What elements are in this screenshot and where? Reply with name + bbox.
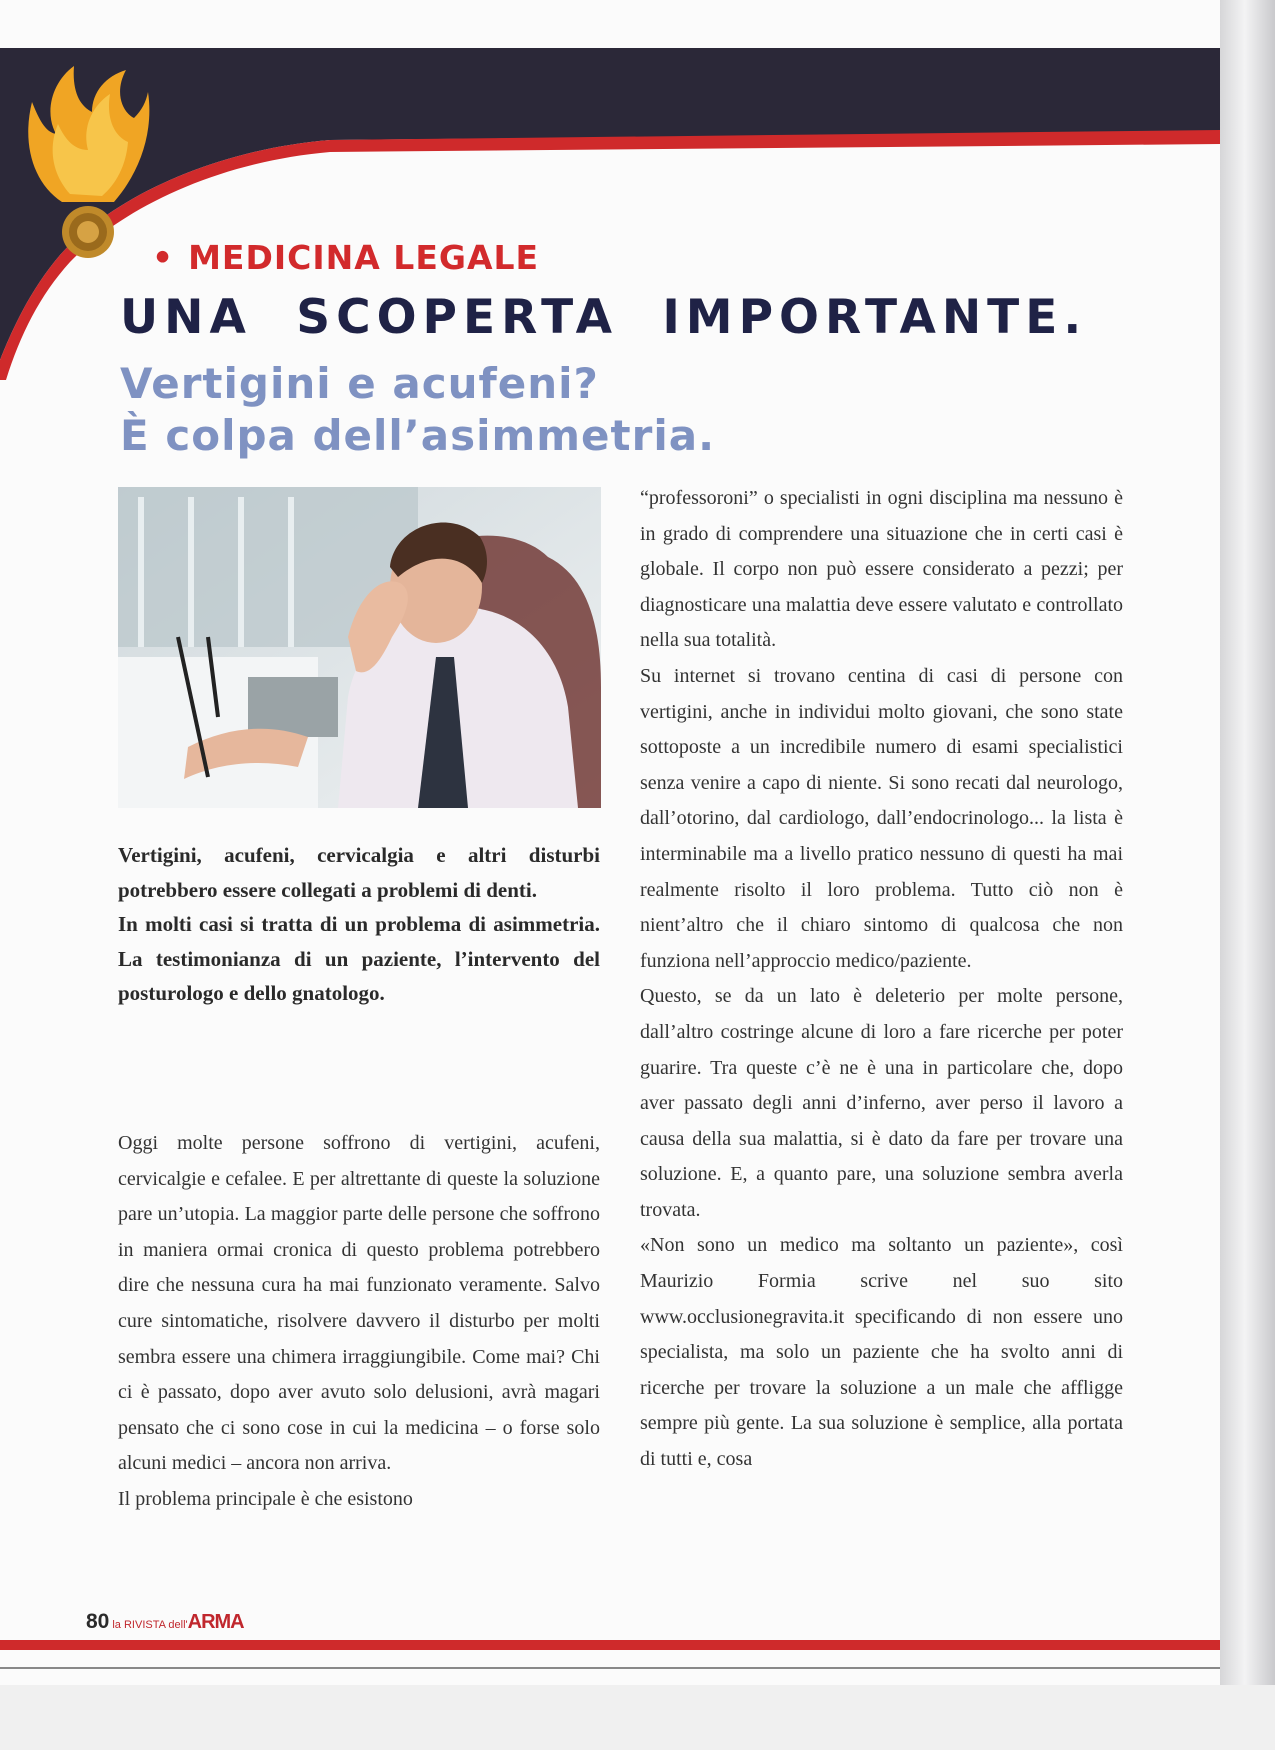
body-column-left bbox=[118, 1126, 600, 1518]
scan-bottom-margin bbox=[0, 1685, 1275, 1750]
subhead-line-1: Vertigini e acufeni? bbox=[120, 359, 599, 408]
body-paragraph: “professoroni” o specialisti in ogni disciplina ma nessuno è in grado di comprendere una situazione che in certi casi è globale. Il corpo non può essere considerato a pezzi; per diagnosticare una malattia deve essere valutato e controllato nella sua totalità. bbox=[640, 487, 1123, 652]
kicker-label: MEDICINA LEGALE bbox=[188, 238, 540, 277]
magazine-prefix: la RIVISTA dell' bbox=[112, 1619, 188, 1631]
book-spine-shadow bbox=[1220, 0, 1275, 1750]
article-headline: UNA SCOPERTA IMPORTANTE. bbox=[120, 290, 1088, 345]
page-folio bbox=[86, 1610, 244, 1634]
kicker-bullet: • bbox=[152, 238, 175, 277]
carabinieri-flame-icon bbox=[22, 62, 152, 262]
article-lead bbox=[118, 838, 600, 1011]
subhead-line-2: È colpa dell’asimmetria. bbox=[120, 411, 716, 460]
footer-thin-rule bbox=[0, 1667, 1220, 1669]
section-kicker bbox=[152, 238, 539, 277]
page-number: 80 bbox=[86, 1610, 110, 1633]
body-paragraph: «Non sono un medico ma soltanto un paziente», così Maurizio Formia scrive nel suo sito www.occlusionegravita.it specificando di non essere uno specialista, ma solo un paziente che ha svolto anni di ricerche per trovare la soluzione a un male che affligge sempre più gente. La sua soluzione è semplice, alla portata di tutti e, cosa bbox=[640, 1234, 1123, 1471]
lead-paragraph-1: Vertigini, acufeni, cervicalgia e altri disturbi potrebbero essere collegati a problemi di denti. bbox=[118, 843, 600, 902]
body-paragraph: Questo, se da un lato è deleterio per molte persone, dall’altro costringe alcune di loro a fare ricerche per poter guarire. Tra queste c’è ne è una in particolare che, dopo aver passato degli anni d’inferno, aver perso il lavoro a causa della sua malattia, si è dato da fare per trovare una soluzione. E, a quanto pare, una soluzione sembra averla trovata. bbox=[640, 985, 1123, 1221]
lead-paragraph-2: In molti casi si tratta di un problema di asimmetria. La testimonianza di un paziente, l’intervento del posturologo e dello gnatologo. bbox=[118, 912, 600, 1005]
body-paragraph: Oggi molte persone soffrono di vertigini, acufeni, cervicalgie e cefalee. E per altrettante di queste la soluzione pare un’utopia. La maggior parte delle persone che soffrono in maniera ormai cronica di questo problema potrebbero dire che nessuna cura ha mai funzionato veramente. Salvo cure sintomatiche, risolvere davvero il disturbo per molti sembra essere una chimera irraggiungibile. Come mai? Chi ci è passato, dopo aver avuto solo delusioni, avrà magari pensato che ci sono cose in cui la medicina – o forse solo alcuni medici – ancora non arriva. bbox=[118, 1132, 600, 1475]
businessman-headache-photo bbox=[118, 487, 601, 808]
article-subhead bbox=[120, 358, 715, 462]
body-column-right bbox=[640, 481, 1123, 1478]
article-photo bbox=[118, 487, 601, 808]
body-paragraph: Su internet si trovano centina di casi di persone con vertigini, anche in individui molto giovani, che sono state sottoposte a un incredibile numero di esami specialistici senza venire a capo di niente. Si sono recati dal neurologo, dall’otorino, dal cardiologo, dall’endocrinologo... la lista è interminabile ma a livello pratico nessuno di questi ha mai realmente risolto il loro problema. Tutto ciò non è nient’altro che il chiaro sintomo di qualcosa che non funziona nell’approccio medico/paziente. bbox=[640, 664, 1123, 972]
footer-red-rule bbox=[0, 1640, 1220, 1650]
magazine-logo: ARMA bbox=[187, 1611, 244, 1633]
body-paragraph: Il problema principale è che esistono bbox=[118, 1487, 413, 1510]
